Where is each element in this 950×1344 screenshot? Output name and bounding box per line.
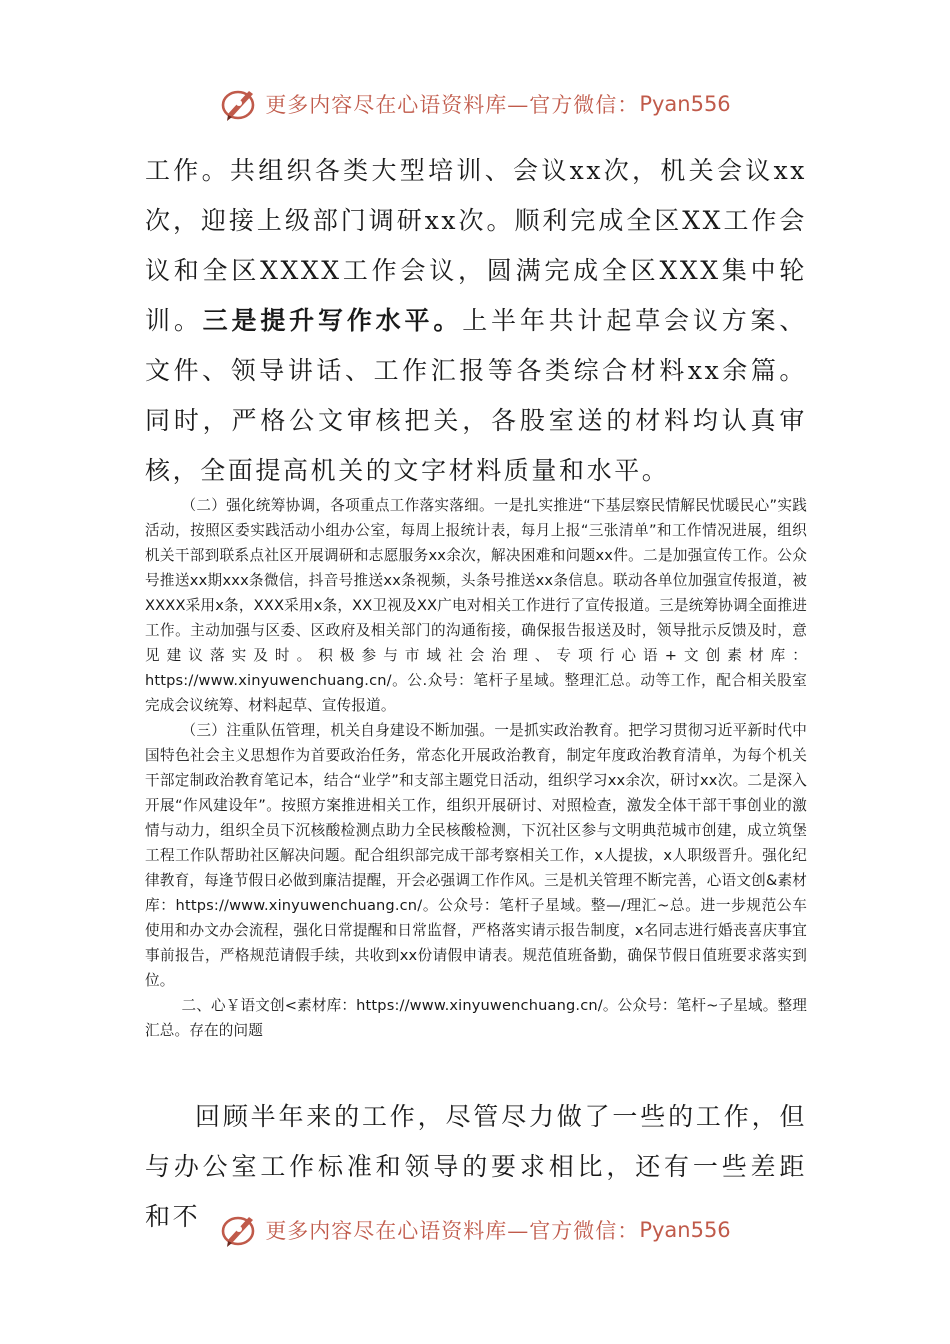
paragraph-text: 上半年共计起草会议方案、文件、领导讲话、工作汇报等各类综合材料xx余篇。同时，严格公文审核把关，各股室送的材料均认真审核，全面提高机关的文字材料质量和水平。	[145, 306, 807, 485]
footer-banner-account: Pyan556	[639, 1218, 731, 1242]
header-banner-text: 更多内容尽在心语资料库—官方微信：	[265, 93, 640, 117]
paragraph-team-management: （三）注重队伍管理，机关自身建设不断加强。一是抓实政治教育。把学习贯彻习近平新时代中国特色社会主义思想作为首要政治任务，常态化开展政治教育，制定年度政治教育清单，为每个机关干部定制政治教育笔记本，结合“业学”和支部主题党日活动，组织学习xx余次，研讨xx次。二是深入开展“作风建设年”。按照方案推进相关工作，组织开展研讨、对照检查，激发全体干部干事创业的激情与动力，组织全员下沉核酸检测点助力全民核酸检测，下沉社区参与文明典范城市创建，成立筑堡工程工作队帮助社区解决问题。配合组织部完成干部考察相关工作，x人提拔，x人职级晋升。强化纪律教育，每逢节假日必做到廉洁提醒，开会必强调工作作风。三是机关管理不断完善，心语文创&素材库：https://www.xinyuwenchuang.cn/。公众号：笔杆子星域。整—/理汇~总。进一步规范公车使用和办文办会流程，强化日常提醒和日常监督，严格落实请示报告制度，x名同志进行婚丧喜庆事宜事前报告，严格规范请假手续，共收到xx份请假申请表。规范值班备勤，确保节假日值班要求落实到位。	[145, 722, 807, 989]
header-banner-account: Pyan556	[639, 92, 731, 116]
paragraph-bold-heading: 三是提升写作水平。	[202, 306, 463, 335]
header-banner	[0, 82, 950, 126]
document-body-middle	[145, 493, 807, 1043]
document-body-top	[145, 146, 807, 496]
paragraph-text: 工作。共组织各类大型培训、会议xx次，机关会议xx次，迎接上级部门调研xx次。顺利完成全区XX工作会议和全区XXXX工作会议，圆满完成全区XXX集中轮训。	[145, 156, 807, 335]
pen-logo-icon	[219, 83, 261, 125]
pen-logo-icon	[219, 1209, 261, 1251]
section-heading-problems: 二、心￥语文创<素材库：https://www.xinyuwenchuang.cn/。公众号：笔杆~子星域。整理汇总。存在的问题	[145, 997, 807, 1039]
paragraph-coordination: （二）强化统筹协调，各项重点工作落实落细。一是扎实推进“下基层察民情解民忧暖民心”实践活动，按照区委实践活动小组办公室，每周上报统计表，每月上报“三张清单”和工作情况进展，组织机关干部到联系点社区开展调研和志愿服务xx余次，解决困难和问题xx件。二是加强宣传工作。公众号推送xx期xxx条微信，抖音号推送xx条视频，头条号推送xx条信息。联动各单位加强宣传报道，被XXXX采用x条，XXX采用x条，XX卫视及XX广电对相关工作进行了宣传报道。三是统筹协调全面推进工作。主动加强与区委、区政府及相关部门的沟通衔接，确保报告报送及时，领导批示反馈及时，意见建议落实及时。积极参与市域社会治理、专项行心语+文创素材库：https://www.xinyuwenchuang.cn/。公.众号：笔杆子星域。整理汇总。动等工作，配合相关股室完成会议统筹、材料起草、宣传报道。	[145, 497, 807, 714]
footer-banner-text: 更多内容尽在心语资料库—官方微信：	[265, 1219, 640, 1243]
paragraph-review: 回顾半年来的工作，尽管尽力做了一些的工作，但与办公室工作标准和领导的要求相比，还有一些差距和不	[145, 1102, 807, 1231]
paragraph-work-summary	[145, 146, 807, 496]
footer-banner	[0, 1208, 950, 1252]
